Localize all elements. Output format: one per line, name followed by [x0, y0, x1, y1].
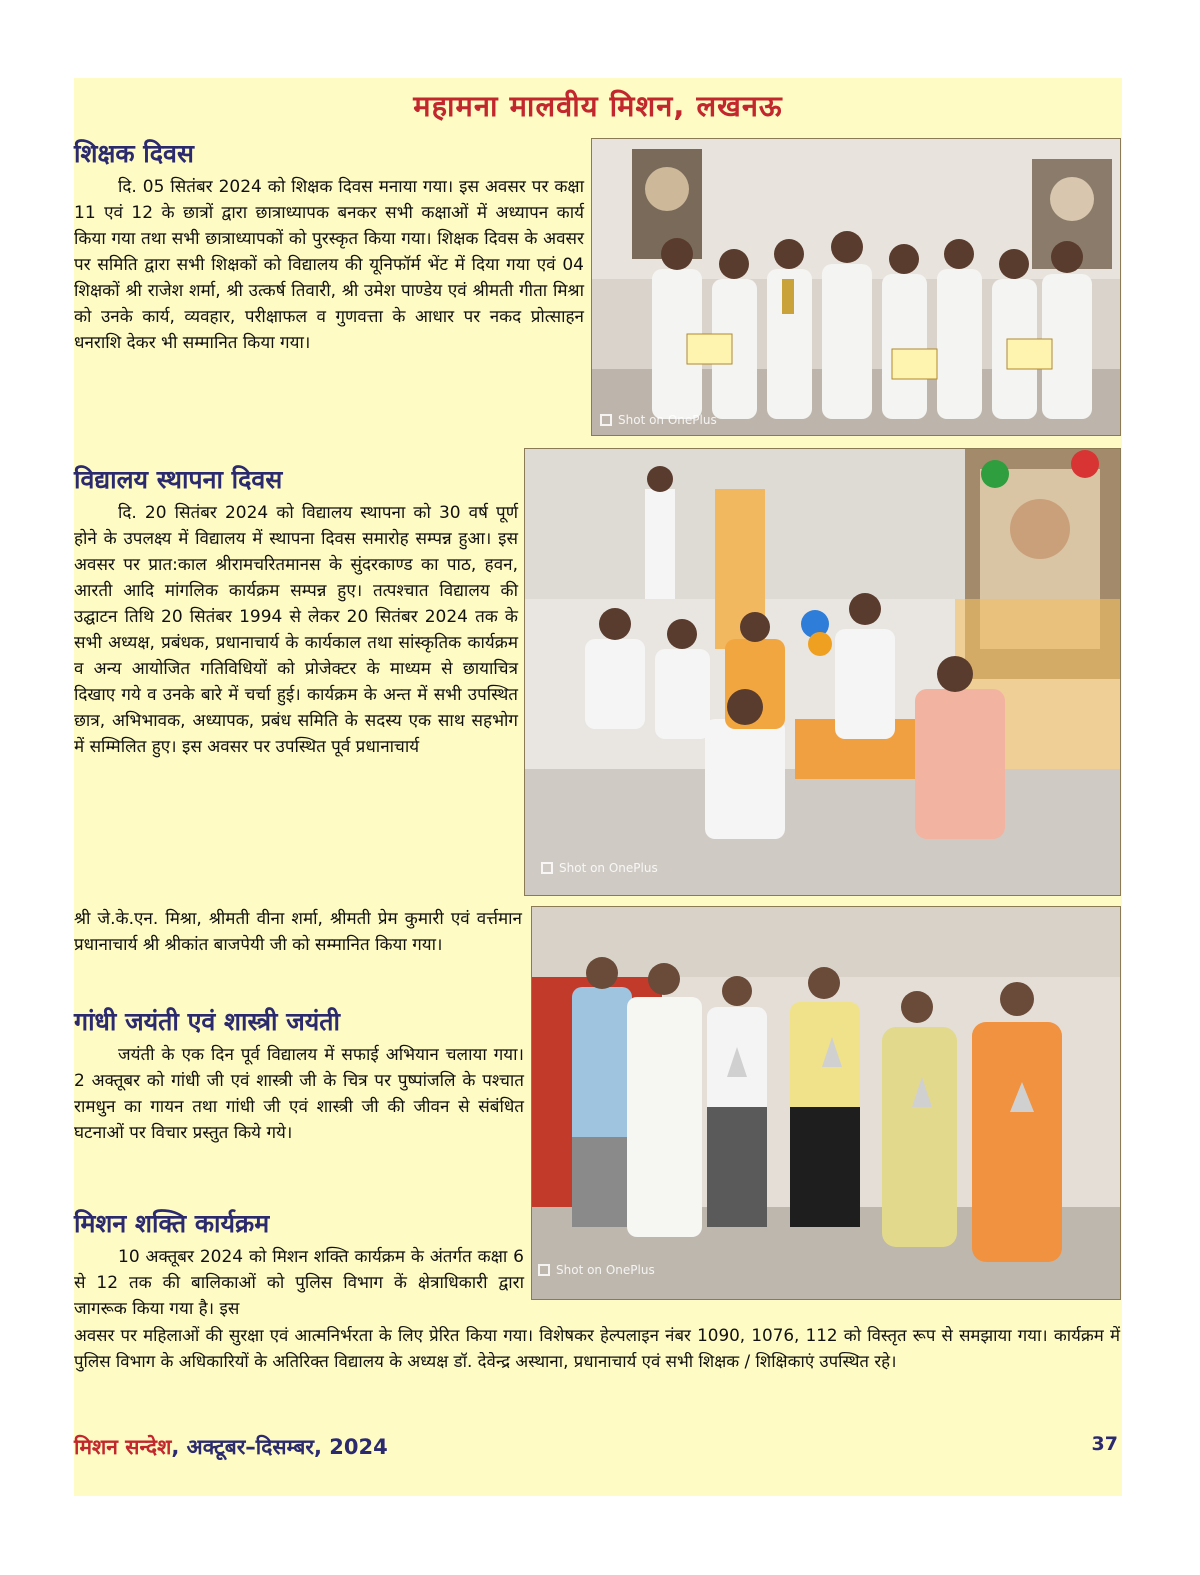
heading-gandhi-shastri: गांधी जयंती एवं शास्त्री जयंती: [74, 1007, 340, 1036]
page-title: महामना मालवीय मिशन, लखनऊ: [413, 89, 783, 123]
footer-issue: , अक्टूबर–दिसम्बर, 2024: [171, 1435, 388, 1459]
para-teachers-day: दि. 05 सितंबर 2024 को शिक्षक दिवस मनाया गया। इस अवसर पर कक्षा 11 एवं 12 के छात्रों द्वारा छात्राध्यापक बनकर सभी कक्षाओं में अध्यापन कार्य किया गया तथा सभी छात्राध्यापकों को पुरस्कृत किया गया। शिक्षक दिवस के अवसर पर समिति द्वारा सभी शिक्षकों को विद्यालय की यूनिफॉर्म भेंट में दिया गया एवं 04 शिक्षकों श्री राजेश शर्मा, श्री उत्कर्ष तिवारी, श्री उमेश पाण्डेय एवं श्रीमती गीता मिश्रा को उनके कार्य, व्यवहार, परीक्षाफल व गुणवत्ता के आधार पर नकद प्रोत्साहन धनराशि देकर भी सम्मानित किया गया।: [74, 177, 584, 353]
footer-magazine-name: मिशन सन्देश: [74, 1435, 172, 1459]
photo-teachers-day: [591, 138, 1121, 436]
heading-foundation-day: विद्यालय स्थापना दिवस: [74, 465, 283, 494]
photo-watermark: Shot on OnePlus: [538, 1263, 655, 1277]
para-foundation-day-1: दि. 20 सितंबर 2024 को विद्यालय स्थापना को 30 वर्ष पूर्ण होने के उपलक्ष्य में विद्यालय में स्थापना दिवस समारोह सम्पन्न हुआ। इस अवसर पर प्रात:काल श्रीरामचरितमानस के सुंदरकाण्ड का पाठ, हवन, आरती आदि मांगलिक कार्यक्रम सम्पन्न हुए। तत्पश्चात विद्यालय की उद्घाटन तिथि 20 सितंबर 1994 से लेकर 20 सितंबर 2024 तक के सभी अध्यक्ष, प्रबंधक, प्रधानाचार्य के कार्यकाल तथा सांस्कृतिक कार्यक्रम व अन्य आयोजित गतिविधियों को प्रोजेक्टर के माध्यम से छायाचित्र दिखाए गये व उनके बारे में चर्चा हुई। कार्यक्रम के अन्त में सभी उपस्थित छात्र, अभिभावक, अध्यापक, प्रबंध समिति के सदस्य एक साथ सहभोग में सम्मिलित हुए। इस अवसर पर उपस्थित पूर्व प्रधानाचार्य: [74, 503, 518, 757]
footer-magazine-info: [74, 1433, 388, 1461]
para-mission-shakti-2: अवसर पर महिलाओं की सुरक्षा एवं आत्मनिर्भरता के लिए प्रेरित किया गया। विशेषकर हेल्पलाइन नंबर 1090, 1076, 112 को विस्तृत रूप से समझाया गया। कार्यक्रम में पुलिस विभाग के अधिकारियों के अतिरिक्त विद्यालय के अध्यक्ष डॉ. देवेन्द्र अस्थाना, प्रधानाचार्य एवं सभी शिक्षक / शिक्षिकाएं उपस्थित रहे।: [74, 1325, 1120, 1371]
para-foundation-day-2: श्री जे.के.एन. मिश्रा, श्रीमती वीना शर्मा, श्रीमती प्रेम कुमारी एवं वर्त्तमान प्रधानाचार्य श्री श्रीकांत बाजपेयी जी को सम्मानित किया गया।: [74, 909, 522, 955]
oneplus-logo-icon: [600, 414, 612, 426]
photo-gandhi-jayanti: [531, 906, 1121, 1300]
photo-watermark: Shot on OnePlus: [541, 861, 658, 875]
heading-mission-shakti: मिशन शक्ति कार्यक्रम: [74, 1209, 270, 1238]
heading-teachers-day: शिक्षक दिवस: [74, 139, 194, 168]
photo-watermark: Shot on OnePlus: [600, 413, 717, 427]
photo-foundation-day: [524, 448, 1121, 896]
page-number: 37: [1091, 1433, 1118, 1455]
page: [74, 78, 1122, 1496]
para-gandhi-shastri: जयंती के एक दिन पूर्व विद्यालय में सफाई अभियान चलाया गया। 2 अक्तूबर को गांधी जी एवं शास्त्री जी के चित्र पर पुष्पांजलि के पश्चात रामधुन का गायन तथा गांधी जी एवं शास्त्री जी की जीवन से संबंधित घटनाओं पर विचार प्रस्तुत किये गये।: [74, 1045, 524, 1143]
para-mission-shakti-1: 10 अक्तूबर 2024 को मिशन शक्ति कार्यक्रम के अंतर्गत कक्षा 6 से 12 तक की बालिकाओं को पुलिस विभाग कें क्षेत्राधिकारी द्वारा जागरूक किया गया है। इस: [74, 1247, 524, 1319]
oneplus-logo-icon: [538, 1264, 550, 1276]
oneplus-logo-icon: [541, 862, 553, 874]
